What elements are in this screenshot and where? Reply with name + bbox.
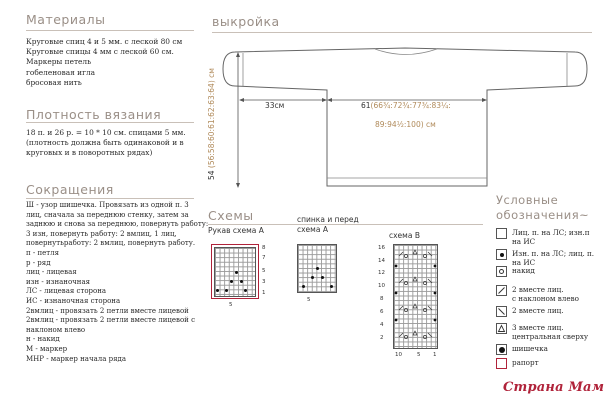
abbrev-line: изн - изнаночная <box>26 277 91 286</box>
legend-text: шишечка <box>512 344 548 353</box>
chart-b-row-num: 16 <box>378 245 385 251</box>
back-front-label-line: схема A <box>297 225 328 234</box>
legend-title <box>496 193 589 223</box>
chart-b-col-num: 1 <box>433 352 437 358</box>
height-label <box>207 68 216 180</box>
legend-title-line: обозначения~ <box>496 208 590 222</box>
abbrev-line: ЛС - лицевая сторона <box>26 287 107 296</box>
body-width-label <box>361 101 451 110</box>
chart-b-col-num: 5 <box>417 352 421 358</box>
chart-b-row-num: 8 <box>380 296 384 302</box>
legend-text: центральная сверху <box>512 332 589 341</box>
legend-item-yarnover <box>496 266 535 277</box>
abbrev-line: 3 изн, повернуть работу: 2 вмлиц, 1 лиц, <box>26 229 177 238</box>
chart-b-col-num: 10 <box>395 352 402 358</box>
gauge-title: Плотность вязания <box>26 107 162 122</box>
legend-item-k2tog-left <box>496 285 579 303</box>
legend-text: 3 вместе лиц. <box>512 323 564 332</box>
sleeve-length-label: 33см <box>265 101 285 110</box>
sweater-outline <box>223 48 587 186</box>
materials-divider <box>26 30 194 31</box>
body-width-main: 61 <box>361 101 371 110</box>
materials-line: бросовая нить <box>26 77 82 87</box>
materials-line: Круговые спицы 4 мм с леской 60 см. <box>26 47 174 57</box>
back-front-chart-label <box>297 215 359 235</box>
gauge-divider <box>26 122 194 123</box>
empty-square-icon <box>496 228 507 239</box>
gauge-line: (плотность должна быть одинаковой и в <box>26 138 184 148</box>
materials-title: Материалы <box>26 12 106 27</box>
chart-b-row-num: 14 <box>378 258 385 264</box>
back-front-label-line: спинка и перед <box>297 215 359 224</box>
neckline <box>375 49 437 55</box>
charts-title: Схемы <box>208 208 254 223</box>
materials-line: Круговые спиц 4 и 5 мм. с леской 80 см <box>26 37 183 46</box>
legend-item-bobble <box>496 344 548 355</box>
legend-text: 2 вместе лиц. <box>512 306 564 315</box>
sweater-schematic <box>205 34 600 194</box>
abbrev-line: МНР - маркер начала ряда <box>26 354 126 363</box>
height-sizes: (56:58:60:61:62:63:64) см <box>207 68 216 169</box>
schematic-divider <box>212 32 592 33</box>
abbrev-line: повернутьработу: 2 вмлиц, повернуть работу. <box>26 239 196 248</box>
height-main: 54 <box>207 170 216 180</box>
slant-right-icon <box>496 306 507 317</box>
body-width-label-2 <box>375 120 436 129</box>
gauge-line: 18 п. и 26 р. = 10 * 10 см. спицами 5 мм. <box>26 128 186 137</box>
legend-text: Изн. п. на ЛС; лиц. п. <box>512 249 595 258</box>
sleeve-row-num: 7 <box>262 255 266 261</box>
sleeve-row-num: 8 <box>262 245 266 251</box>
sleeve-col-num: 5 <box>229 302 233 308</box>
chart-b-label: схема B <box>389 231 420 240</box>
sleeve-row-num: 3 <box>262 279 266 285</box>
chart-b-row-num: 6 <box>380 309 384 315</box>
chart-b-row-num: 4 <box>380 322 384 328</box>
slant-left-icon <box>496 285 507 296</box>
materials-line: гобеленовая игла <box>26 67 96 77</box>
chart-b-row-num: 10 <box>378 283 385 289</box>
abbrev-line: п - петля <box>26 248 60 257</box>
abbrev-line: ИС - изнаночная сторона <box>26 296 121 305</box>
sleeve-row-num: 1 <box>262 290 266 296</box>
body-width-sizes-1: (66¾:72¾:77¾:83¼: <box>370 101 451 110</box>
legend-text: Лиц. п. на ЛС; изн.п <box>512 228 590 237</box>
legend-text: 2 вместе лиц. <box>512 285 564 294</box>
repeat-box-icon <box>496 358 507 369</box>
legend-title-line: Условные <box>496 193 559 207</box>
abbrev-line: лиц - лицевая <box>26 268 77 277</box>
legend-item-central-decrease <box>496 323 588 341</box>
abbrev-line: р - ряд <box>26 258 51 267</box>
yarn-over-circle-icon <box>496 266 507 277</box>
legend-text: накид <box>512 266 535 275</box>
chart-b-row-num: 2 <box>380 335 384 341</box>
abbrev-line: 2вмлиц - провязать 2 петли вместе лицевой с <box>26 316 195 325</box>
sleeve-chart-label: Рукав схема A <box>208 226 264 235</box>
abbrev-list <box>26 201 208 364</box>
materials-line: Маркеры петель <box>26 57 92 67</box>
abbrev-line: заднюю и снова за переднюю, повернуть работу: <box>26 220 209 229</box>
abbrev-title: Сокращения <box>26 182 114 197</box>
materials-list <box>26 37 182 88</box>
body-width-sizes-2: 89:94½:100) см <box>375 120 436 129</box>
bobble-icon <box>496 344 507 355</box>
legend-text: на ИС <box>512 237 536 246</box>
abbrev-divider <box>26 198 194 199</box>
schematic-title: выкройка <box>212 14 280 29</box>
abbrev-line: лиц, сначала за переднюю стенку, затем за <box>26 210 189 219</box>
abbrev-line: 2вмлиц - провязать 2 петли вместе лицевой <box>26 306 189 315</box>
legend-item-repeat <box>496 358 539 369</box>
legend-item-knit <box>496 228 589 246</box>
abbrev-line: Ш - узор шишечка. Провязать из одной п. 3 <box>26 201 189 209</box>
gauge-line: круговых и в поворотных рядах) <box>26 148 153 158</box>
filled-dot-icon <box>496 249 507 260</box>
abbrev-line: н - накид <box>26 335 60 344</box>
back-front-col-num: 5 <box>307 297 311 303</box>
legend-item-k2tog <box>496 306 564 317</box>
watermark-logo: Страна Мам <box>503 380 605 395</box>
abbrev-line: М - маркер <box>26 344 68 353</box>
sleeve-row-num: 5 <box>262 268 266 274</box>
gauge-text <box>26 128 186 159</box>
legend-item-purl <box>496 249 594 267</box>
legend-text: с наклоном влево <box>512 294 580 303</box>
legend-text: рапорт <box>512 358 539 367</box>
chart-b-symbols <box>393 244 438 349</box>
legend-text: на ИС <box>512 258 536 267</box>
abbrev-line: наклоном влево <box>26 325 86 334</box>
chart-b-row-num: 12 <box>378 270 385 276</box>
central-decrease-icon <box>496 323 507 334</box>
